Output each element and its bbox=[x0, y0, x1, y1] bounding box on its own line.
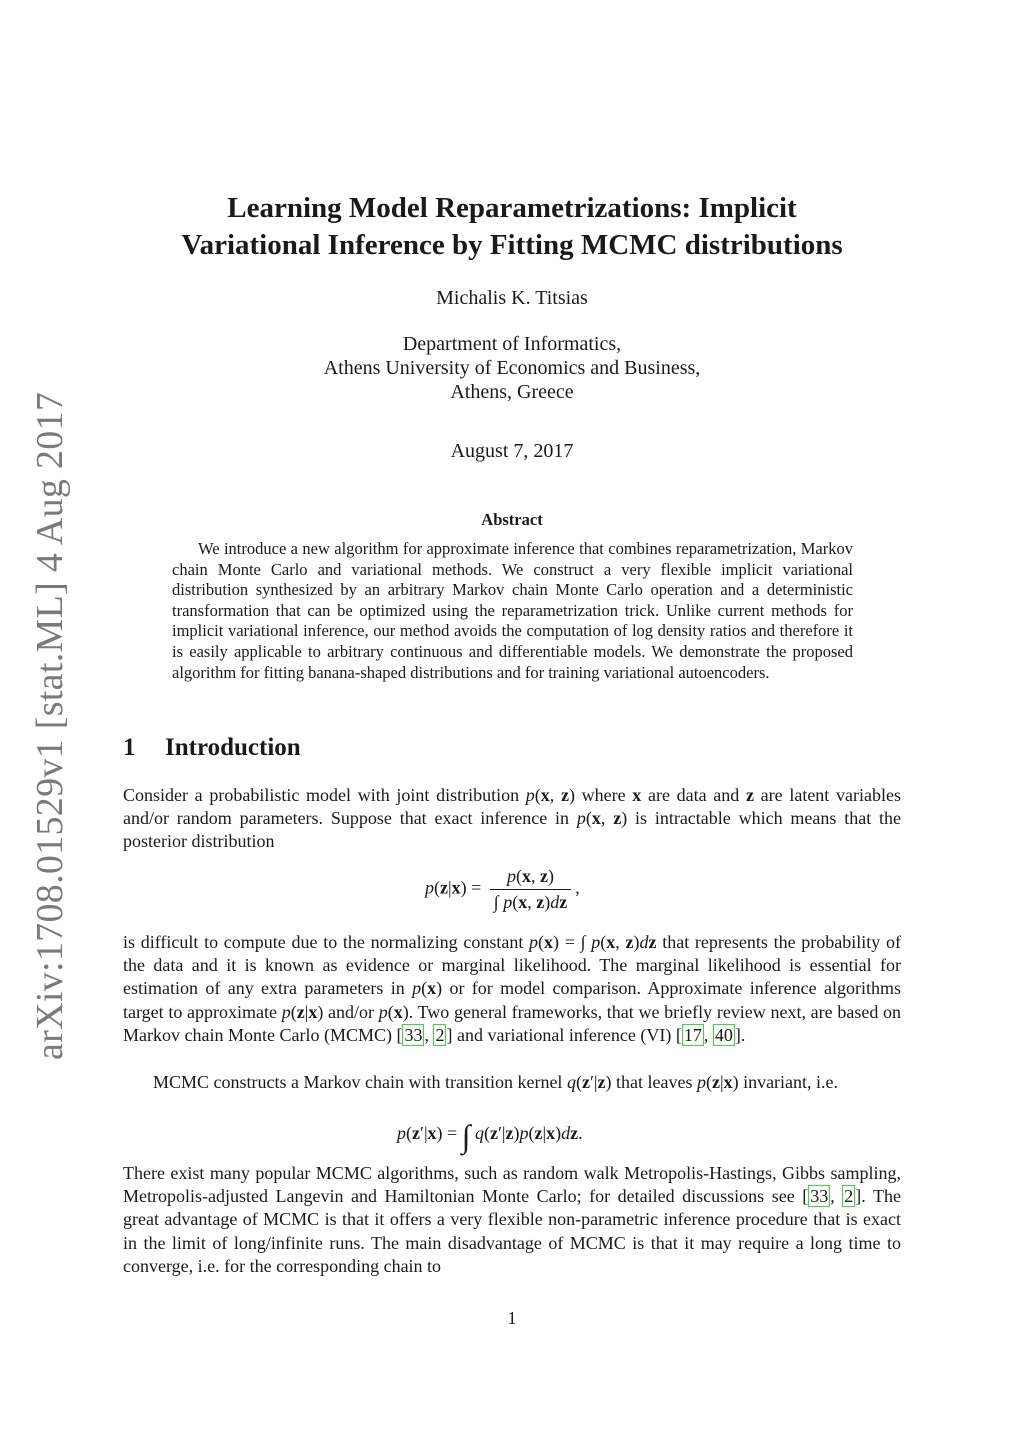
arxiv-watermark: arXiv:1708.01529v1 [stat.ML] 4 Aug 2017 bbox=[29, 391, 71, 1060]
text-run: that represents the probability of the data and it is known as evidence or marginal likelihood. The marginal likelihood is essential for estimation of any extra parameters in bbox=[123, 932, 901, 999]
text-run: is difficult to compute due to the normalizing constant bbox=[123, 932, 530, 952]
paper-date: August 7, 2017 bbox=[450, 440, 574, 462]
page-number: 1 bbox=[507, 1308, 517, 1328]
abstract-heading: Abstract bbox=[481, 510, 543, 529]
text-run: invariant, i.e. bbox=[738, 1072, 839, 1092]
text-run: or for model comparison. Approximate inference algorithms target to approximate bbox=[123, 978, 901, 1022]
title-line-1: Learning Model Reparametrizations: Implicit bbox=[227, 192, 797, 224]
author-name: Michalis K. Titsias bbox=[436, 287, 588, 309]
affiliation bbox=[123, 332, 901, 404]
text-run: There exist many popular MCMC algorithms, such as random walk Metropolis-Hastings, Gibbs sampling, Metropolis-adjusted Langevin and Hamiltonian Monte Carlo; for detailed discussions see bbox=[123, 1163, 901, 1207]
text-run: are data and bbox=[641, 785, 746, 805]
section-title: Introduction bbox=[165, 734, 301, 761]
citation-link[interactable]: 2 bbox=[844, 1186, 854, 1207]
text-run: . Two general frameworks, that we briefly review next, are based on Markov chain Monte Carlo (MCMC) bbox=[123, 1001, 902, 1045]
fraction: $\frac{p(x, z)}{\int p(x, z)dz}$ bbox=[490, 866, 571, 913]
text-run: are latent variables and/or random parameters. Suppose that exact inference in bbox=[123, 785, 901, 829]
section-heading bbox=[123, 734, 301, 762]
abstract-text: We introduce a new algorithm for approximate inference that combines reparametrization, Markov chain Monte Carlo and variational methods. We construct a very flexible implicit variational distribution synthesized by an arbitrary Markov chain Monte Carlo operation and a deterministic transformation that can be optimized using the reparametrization trick. Unlike current methods for implicit variational inference, our method avoids the computation of log density ratios and therefore it is easily applicable to arbitrary continuous and differentiable models. We demonstrate the proposed algorithm for fitting banana-shaped distributions and for training variational autoencoders. bbox=[172, 539, 853, 682]
equation-posterior: p(z|x) = $\frac{p(x, z)}{\int p(x, z)dz}$ , bbox=[425, 866, 580, 912]
affiliation-line: Department of Informatics, bbox=[402, 333, 622, 355]
section-number: 1 bbox=[123, 734, 136, 761]
text-run: and/or bbox=[323, 1001, 379, 1022]
text-run: is intractable which means that the posterior distribution bbox=[123, 808, 901, 852]
citation-link[interactable]: 33 bbox=[404, 1024, 423, 1045]
text-run: . bbox=[740, 1024, 746, 1045]
text-run: that leaves bbox=[611, 1072, 697, 1092]
affiliation-line: Athens, Greece bbox=[450, 381, 574, 403]
paragraph-mcmc-algorithms: There exist many popular MCMC algorithms, such as random walk Metropolis-Hastings, Gibbs sampling, Metropolis-adjusted Langevin and Hamiltonian Monte Carlo; for detailed discussions see [ 33 , 2 ]. The great advantage of MCMC is that it offers a very flexible non-parametric inference procedure that is exact in the limit of long/infinite runs. The main disadvantage of MCMC is that it may require a long time to converge, i.e. for the corresponding chain to bbox=[123, 1163, 901, 1276]
equation-invariance: p(z′|x) = ∫ q(z′|z)p(z|x)dz. bbox=[397, 1118, 583, 1154]
citation-link[interactable]: 40 bbox=[714, 1024, 733, 1045]
title-line-2: Variational Inference by Fitting MCMC distributions bbox=[181, 229, 843, 261]
paper-title bbox=[123, 190, 901, 264]
paragraph-intro: Consider a probabilistic model with joint distribution p(x, z) where x are data and z are latent variables and/or random parameters. Suppose that exact inference in p(x, z) is intractable which means that the posterior distribution bbox=[123, 785, 901, 852]
text-run: Consider a probabilistic model with joint distribution bbox=[123, 785, 526, 805]
text-run: MCMC constructs a Markov chain with transition kernel bbox=[153, 1072, 567, 1092]
affiliation-line: Athens University of Economics and Business, bbox=[323, 357, 701, 379]
text-run: . The great advantage of MCMC is that it offers a very flexible non-parametric inference procedure that is exact in the limit of long/infinite runs. The main disadvantage of MCMC is that it may require a long time to converge, i.e. for the corresponding chain to bbox=[123, 1186, 901, 1276]
paragraph-evidence: is difficult to compute due to the normalizing constant p(x) = ∫ p(x, z)dz that represents the probability of the data and it is known as evidence or marginal likelihood. The marginal likelihood is essential for estimation of any extra parameters in p(x) or for model comparison. Approximate inference algorithms target to approximate p(z|x) and/or p(x). Two general frameworks, that we briefly review next, are based on Markov chain Monte Carlo (MCMC) [ 33 , 2 ] and variational inference (VI) [ 17 , 40 ]. bbox=[123, 932, 902, 1045]
citation-link[interactable]: 33 bbox=[810, 1186, 829, 1207]
text-run: where bbox=[574, 785, 633, 805]
text-run: and variational inference (VI) bbox=[452, 1024, 676, 1045]
paragraph-mcmc: MCMC constructs a Markov chain with transition kernel q(z′|z) that leaves p(z|x) invariant, i.e. bbox=[153, 1072, 839, 1092]
citation-link[interactable]: 2 bbox=[435, 1024, 445, 1045]
citation-link[interactable]: 17 bbox=[683, 1024, 702, 1045]
